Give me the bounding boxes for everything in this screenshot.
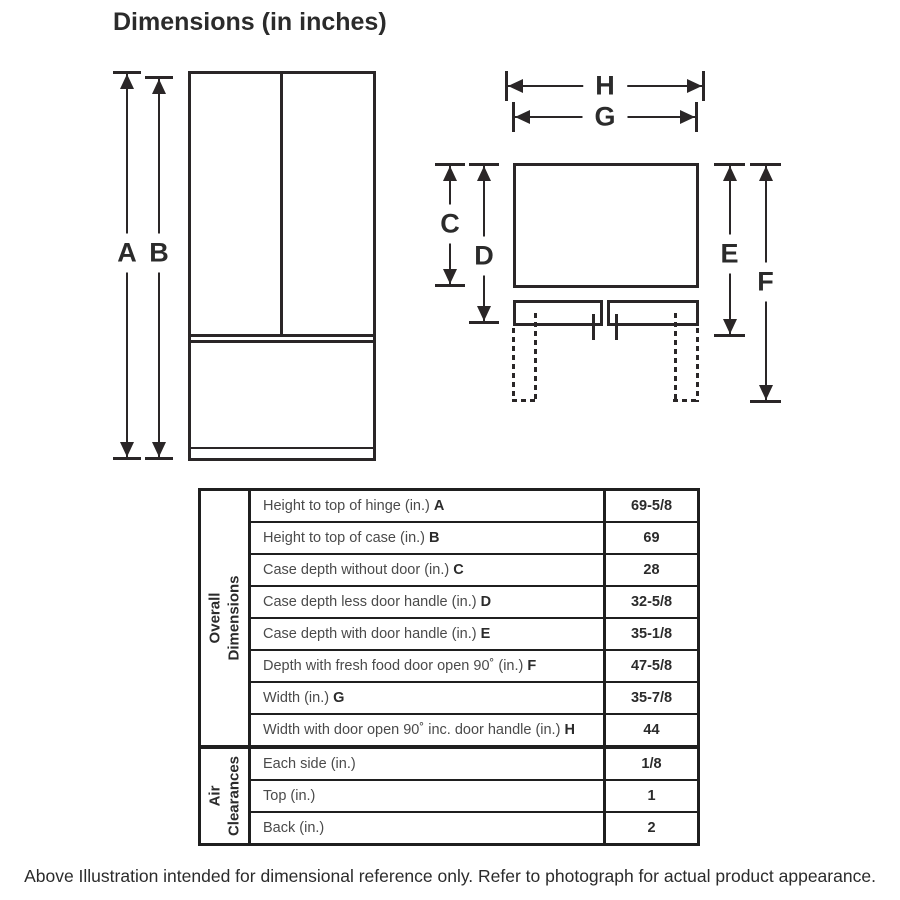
dim-label-e: E (716, 235, 742, 274)
dim-label-b: B (145, 234, 173, 273)
row-description (250, 747, 605, 780)
row-description (250, 586, 605, 618)
arrowhead-up-icon (477, 166, 491, 181)
open-door-dashed-right-inner (674, 313, 677, 402)
row-letter: A (433, 498, 445, 514)
row-label: Depth with fresh food door open 90˚ (in.) (263, 658, 524, 674)
dimension-arrow-f (750, 163, 781, 403)
row-value: 32-5/8 (605, 586, 699, 618)
open-door-dashed-right-bottom (673, 399, 700, 402)
dimension-arrow-h (505, 71, 705, 101)
dim-label-h: H (583, 71, 627, 102)
case-outline-top-view (513, 163, 699, 288)
arrowhead-left-icon (515, 110, 530, 124)
dim-label-f: F (753, 263, 778, 302)
kick-plate-line (190, 447, 374, 449)
group-label-line: Overall (205, 592, 223, 644)
row-letter: E (480, 626, 491, 642)
row-label: Width (in.) (263, 690, 330, 706)
row-value: 35-1/8 (605, 618, 699, 650)
arrowhead-left-icon (508, 79, 523, 93)
row-description (250, 650, 605, 682)
open-door-dashed-right-outer (696, 328, 699, 402)
row-label: Case depth with door handle (in.) (263, 626, 477, 642)
dim-label-g: G (582, 102, 627, 133)
group-label-line: Clearances (224, 755, 242, 837)
dim-label-c: C (436, 205, 464, 244)
arrowhead-down-icon (759, 385, 773, 400)
row-value: 69 (605, 522, 699, 554)
tick-mark (695, 102, 698, 132)
arrowhead-up-icon (152, 79, 166, 94)
arrowhead-down-icon (723, 319, 737, 334)
row-description (250, 812, 605, 845)
table-row (200, 812, 699, 845)
group-label-line: Air (205, 785, 223, 807)
row-letter: G (333, 690, 345, 706)
left-door-top-view (513, 300, 603, 326)
arrowhead-up-icon (120, 74, 134, 89)
row-description (250, 682, 605, 714)
dimension-arrow-c (435, 163, 465, 287)
door-handle-left (592, 314, 595, 340)
row-value: 35-7/8 (605, 682, 699, 714)
dimension-arrow-d (469, 163, 499, 324)
table-row (200, 780, 699, 812)
row-label: Case depth less door handle (in.) (263, 594, 477, 610)
tick-mark (113, 457, 141, 460)
right-door-top-view (607, 300, 699, 326)
fridge-door-bottom-line (190, 334, 374, 337)
row-description (250, 490, 605, 523)
row-value: 1 (605, 780, 699, 812)
arrowhead-up-icon (723, 166, 737, 181)
tick-mark (469, 321, 499, 324)
table-row (200, 682, 699, 714)
row-label: Width with door open 90˚ inc. door handle (in.) (263, 722, 561, 738)
group-cell-air-clearances (200, 747, 250, 845)
tick-mark (435, 284, 465, 287)
door-handle-right (615, 314, 618, 340)
row-description (250, 554, 605, 586)
group-cell-overall-dimensions (200, 490, 250, 748)
table-row (200, 586, 699, 618)
open-door-dashed-left-bottom (512, 399, 538, 402)
dimension-arrow-g (512, 102, 698, 132)
row-value: 69-5/8 (605, 490, 699, 523)
row-label: Case depth without door (in.) (263, 562, 450, 578)
tick-mark (750, 400, 781, 403)
table-row (200, 490, 699, 523)
row-label: Each side (in.) (263, 756, 356, 772)
table-row (200, 650, 699, 682)
row-value: 1/8 (605, 747, 699, 780)
row-description (250, 714, 605, 747)
page-title: Dimensions (in inches) (113, 8, 387, 36)
arrowhead-right-icon (680, 110, 695, 124)
row-description (250, 780, 605, 812)
tick-mark (702, 71, 705, 101)
dimension-arrow-b (145, 76, 173, 460)
row-letter: D (480, 594, 492, 610)
row-label: Back (in.) (263, 820, 325, 836)
table-row (200, 714, 699, 747)
row-value: 47-5/8 (605, 650, 699, 682)
group-label-air-clearances (206, 756, 244, 836)
fridge-door-divider (280, 71, 283, 337)
row-label: Height to top of hinge (in.) (263, 498, 430, 514)
arrowhead-down-icon (443, 269, 457, 284)
table-row (200, 522, 699, 554)
row-value: 28 (605, 554, 699, 586)
row-value: 44 (605, 714, 699, 747)
dimension-arrow-e (714, 163, 745, 337)
row-letter: F (527, 658, 537, 674)
arrowhead-up-icon (759, 166, 773, 181)
row-label: Height to top of case (in.) (263, 530, 425, 546)
row-label: Top (in.) (263, 788, 316, 804)
arrowhead-right-icon (687, 79, 702, 93)
dim-label-a: A (113, 234, 141, 273)
dim-label-d: D (470, 237, 498, 276)
arrowhead-up-icon (443, 166, 457, 181)
dimension-arrow-a (113, 71, 141, 460)
group-label-overall-dimensions (206, 575, 244, 660)
row-description (250, 618, 605, 650)
row-value: 2 (605, 812, 699, 845)
open-door-dashed-left-outer (512, 328, 515, 402)
table-row (200, 554, 699, 586)
footer-note: Above Illustration intended for dimensional reference only. Refer to photograph for actual product appearance. (24, 866, 876, 886)
arrowhead-down-icon (120, 442, 134, 457)
row-description (250, 522, 605, 554)
dimensions-table (198, 488, 700, 846)
group-label-line: Dimensions (224, 575, 242, 661)
row-letter: H (564, 722, 575, 738)
freezer-top-line (190, 340, 374, 343)
tick-mark (714, 334, 745, 337)
arrowhead-down-icon (477, 306, 491, 321)
open-door-dashed-left-inner (534, 313, 537, 402)
row-letter: C (453, 562, 464, 578)
tick-mark (145, 457, 173, 460)
arrowhead-down-icon (152, 442, 166, 457)
table-row (200, 747, 699, 780)
row-letter: B (429, 530, 440, 546)
table-row (200, 618, 699, 650)
